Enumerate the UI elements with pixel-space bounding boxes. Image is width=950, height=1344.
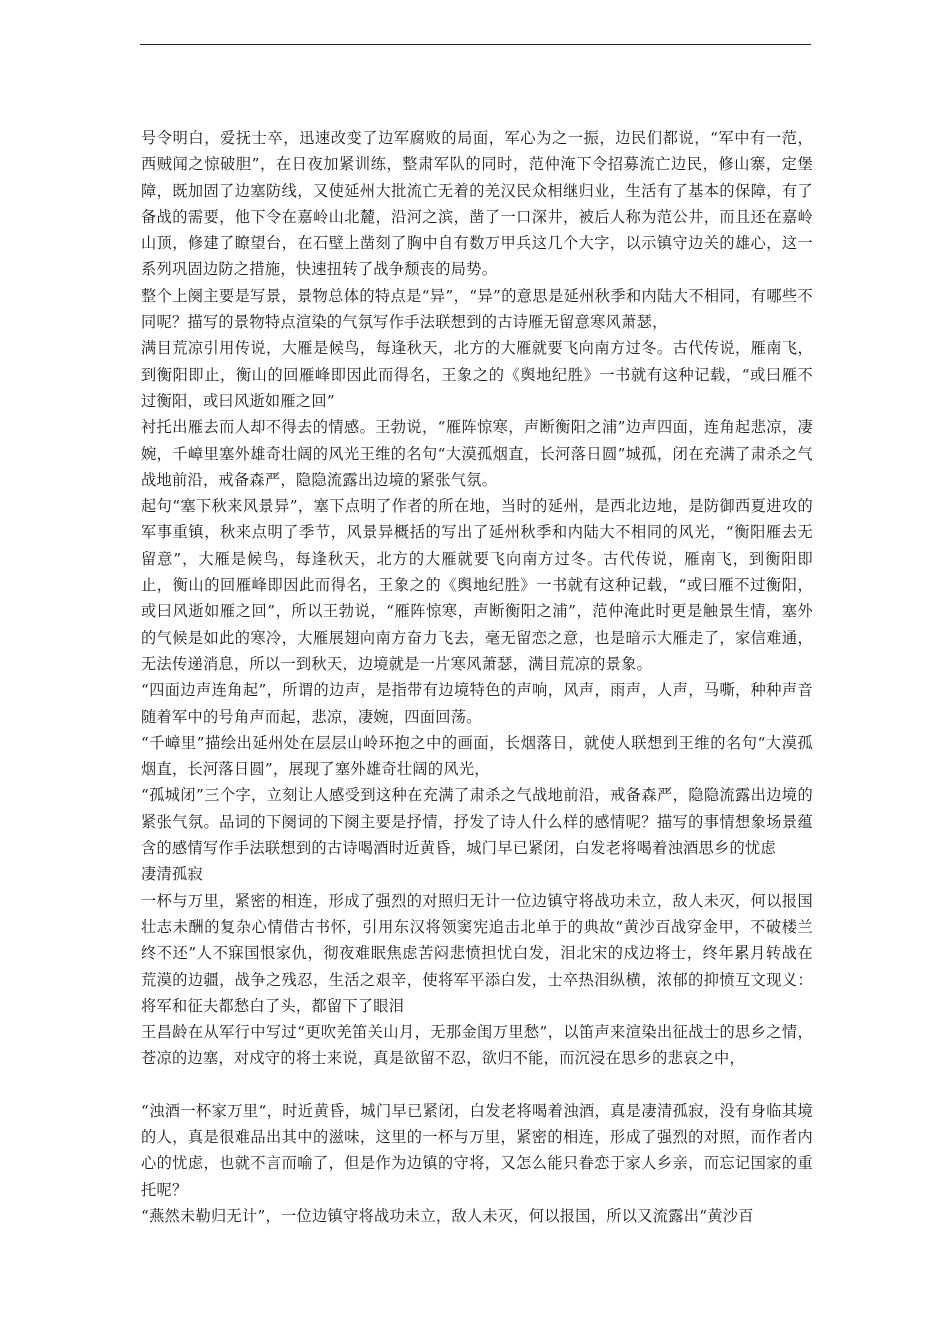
paragraph: 号令明白，爱抚士卒，迅速改变了边军腐败的局面，军心为之一振，边民们都说，“军中有一范，西贼闻之惊破胆”，在日夜加紧训练，整肃军队的同时，范仲淹下令招募流亡边民，修山寨，定堡障，既加固了边塞防线，又使延州大批流亡无着的羌汉民众相继归业，生活有了基本的保障，有了备战的需要，他下令在嘉岭山北麓，沿河之滨，凿了一口深井，被后人称为范公井，而且还在嘉岭山顶，修建了瞭望台，在石壁上凿刻了胸中自有数万甲兵这几个大字，以示镇守边关的雄心，这一系列巩固边防之措施，快速扭转了战争颓丧的局势。 xyxy=(141,129,813,279)
paragraph: 衬托出雁去而人却不得去的情感。王勃说，“雁阵惊寒，声断衡阳之浦”边声四面，连角起悲凉，凄婉，千嶂里塞外雄奇壮阔的风光王维的名句“大漠孤烟直，长河落日圆”城孤，闭在充满了肃杀之气战地前沿，戒备森严，隐隐流露出边境的紧张气氛。 xyxy=(141,418,813,489)
paragraph: 起句“塞下秋来风景异”，塞下点明了作者的所在地，当时的延州，是西北边地，是防御西夏进攻的军事重镇，秋来点明了季节，风景异概括的写出了延州秋季和内陆大不相同的风光，“衡阳雁去无留意”，大雁是候鸟，每逢秋天，北方的大雁就要飞向南方过冬。古代传说，雁南飞，到衡阳即止，衡山的回雁峰即因此而得名，王象之的《舆地纪胜》一书就有这种记载，“或曰雁不过衡阳，或曰风逝如雁之回”，所以王勃说，“雁阵惊寒，声断衡阳之浦”，范仲淹此时更是触景生情，塞外的气候是如此的寒冷，大雁展翅向南方奋力飞去，毫无留恋之意，也是暗示大雁走了，家信难通，无法传递消息，所以一到秋天，边境就是一片寒风萧瑟，满目荒凉的景象。 xyxy=(141,497,813,673)
body-text xyxy=(141,125,813,1229)
paragraph: 王昌龄在从军行中写过“更吹羌笛关山月，无那金闺万里愁”，以笛声来渲染出征战士的思乡之情，苍凉的边塞，对戍守的将士来说，真是欲留不忍，欲归不能，而沉浸在思乡的悲哀之中， xyxy=(141,1023,813,1068)
paragraph: “浊酒一杯家万里“，时近黄昏，城门早已紧闭，白发老将喝着浊酒，真是凄清孤寂，没有身临其境的人，真是很难品出其中的滋味，这里的一杯与万里，紧密的相连，形成了强烈的对照，而作者内心的忧虑，也就不言而喻了，但是作为边镇的守将，又怎么能只眷恋于家人乡亲，而忘记国家的重托呢？ xyxy=(141,1101,813,1199)
paragraph: 一杯与万里，紧密的相连，形成了强烈的对照归无计一位边镇守将战功未立，敌人未灭，何以报国壮志未酬的复杂心情借古书怀，引用东汉将领窦宪追击北单于的典故“黄沙百战穿金甲，不破楼兰终不还”人不寐国恨家仇，彻夜难眠焦虑苦闷悲愤担忧白发，泪北宋的戍边将士，终年累月转战在荒漠的边疆，战争之残忍，生活之艰辛，使将军平添白发，士卒热泪纵横，浓郁的抑愤互文现义：将军和征夫都愁白了头，都留下了眼泪 xyxy=(141,891,813,1015)
paragraph: “燕然未勒归无计”，一位边镇守将战功未立，敌人未灭，何以报国，所以又流露出“黄沙百 xyxy=(141,1206,754,1225)
paragraph: 满目荒凉引用传说，大雁是候鸟，每逢秋天，北方的大雁就要飞向南方过冬。古代传说，雁南飞，到衡阳即止，衡山的回雁峰即因此而得名，王象之的《舆地纪胜》一书就有这种记载，“或曰雁不过衡阳，或曰风逝如雁之回” xyxy=(141,339,813,410)
blank-line xyxy=(141,1072,813,1098)
header-rule xyxy=(140,44,811,45)
paragraph: “千嶂里”描绘出延州处在层层山岭环抱之中的画面，长烟落日，就使人联想到王维的名句“大漠孤烟直，长河落日圆”，展现了塞外雄奇壮阔的风光， xyxy=(141,733,813,779)
paragraph: “孤城闭”三个字，立刻让人感受到这种在充满了肃杀之气战地前沿，戒备森严，隐隐流露出边境的紧张气氛。品词的下阕词的下阕主要是抒情，抒发了诗人什么样的感情呢？描写的事情想象场景蕴含的感情写作手法联想到的古诗喝酒时近黄昏，城门早已紧闭，白发老将喝着浊酒思乡的忧虑 xyxy=(141,786,813,858)
paragraph: 整个上阕主要是写景，景物总体的特点是“异”，“异”的意思是延州秋季和内陆大不相同，有哪些不同呢？描写的景物特点渲染的气氛写作手法联想到的古诗雁无留意寒风萧瑟， xyxy=(141,286,813,332)
section-heading: 凄清孤寂 xyxy=(141,865,203,884)
paragraph: “四面边声连角起”，所谓的边声，是指带有边境特色的声响，风声，雨声，人声，马嘶，种种声音随着军中的号角声而起，悲凉，凄婉，四面回荡。 xyxy=(141,681,813,726)
